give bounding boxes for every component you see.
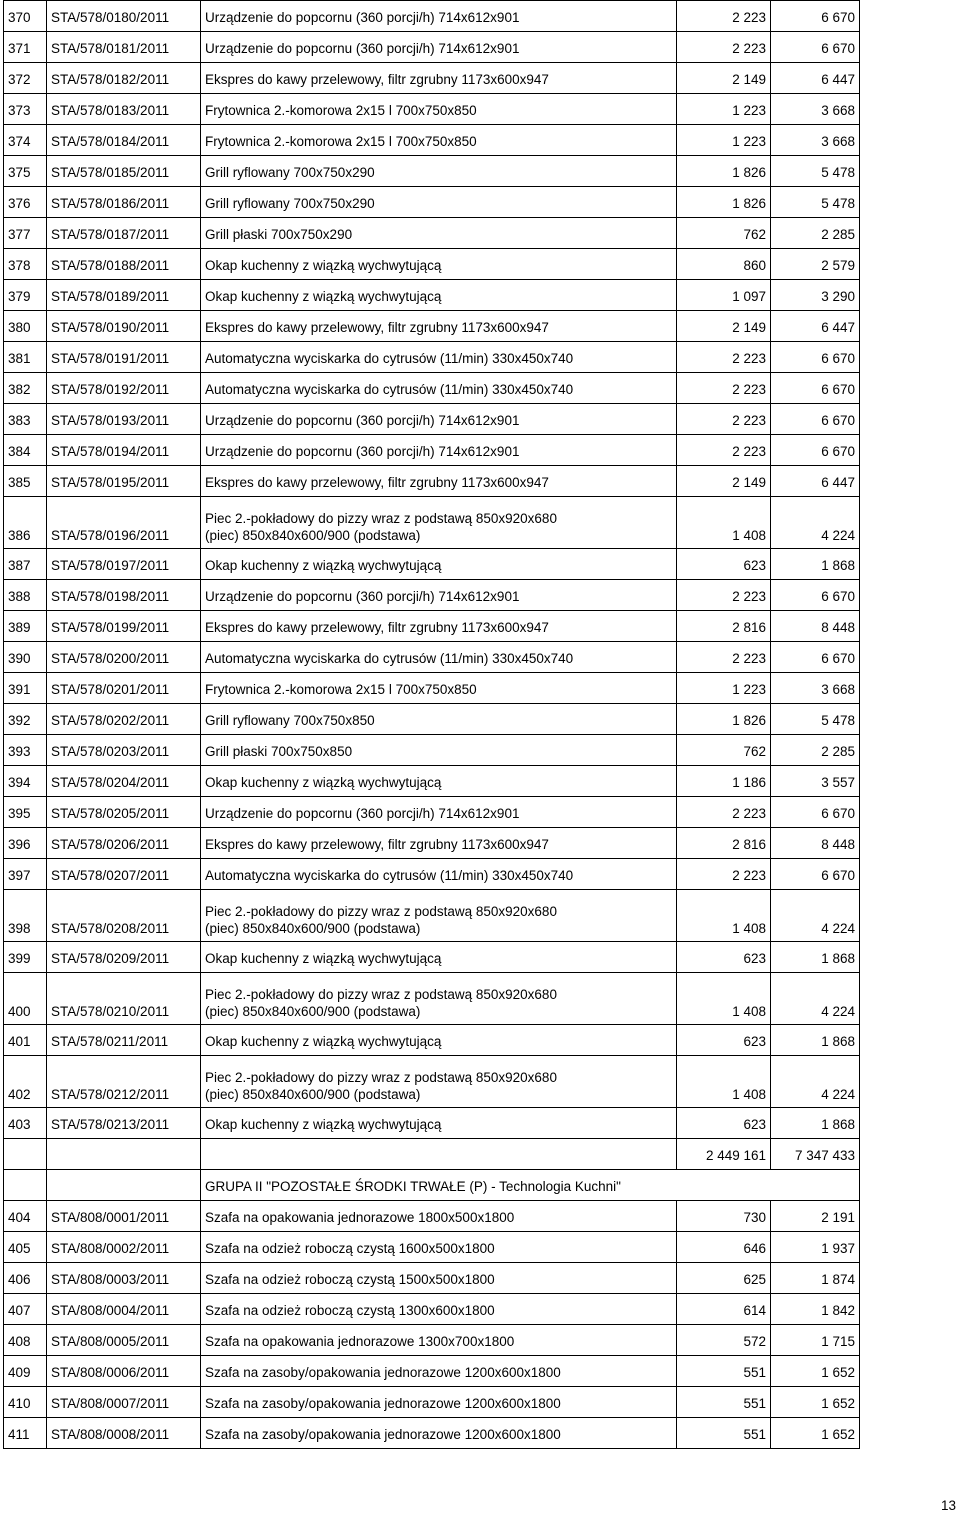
quantity-value: 2 149 bbox=[677, 63, 771, 94]
quantity-value: 2 223 bbox=[677, 32, 771, 63]
row-number: 406 bbox=[4, 1263, 47, 1294]
row-number: 371 bbox=[4, 32, 47, 63]
table-row bbox=[4, 611, 860, 642]
asset-name: Szafa na odzież roboczą czystą 1600x500x1800 bbox=[201, 1232, 677, 1263]
asset-name-line-2: (piec) 850x840x600/900 (podstawa) bbox=[205, 1087, 421, 1102]
quantity-value: 2 149 bbox=[677, 311, 771, 342]
asset-name: Okap kuchenny z wiązką wychwytującą bbox=[201, 1025, 677, 1056]
inventory-number: STA/578/0211/2011 bbox=[47, 1025, 201, 1056]
table-row bbox=[4, 942, 860, 973]
inventory-number: STA/578/0213/2011 bbox=[47, 1108, 201, 1139]
asset-name: Urządzenie do popcornu (360 porcji/h) 714x612x901 bbox=[201, 580, 677, 611]
quantity-value: 2 223 bbox=[677, 1, 771, 32]
inventory-number: STA/808/0004/2011 bbox=[47, 1294, 201, 1325]
total-value: 6 670 bbox=[771, 32, 860, 63]
inventory-number: STA/578/0185/2011 bbox=[47, 156, 201, 187]
quantity-value: 762 bbox=[677, 735, 771, 766]
inventory-number: STA/578/0207/2011 bbox=[47, 859, 201, 890]
asset-name: Okap kuchenny z wiązką wychwytującą bbox=[201, 249, 677, 280]
table-row bbox=[4, 890, 860, 942]
asset-name: Szafa na zasoby/opakowania jednorazowe 1200x600x1800 bbox=[201, 1418, 677, 1449]
total-value: 4 224 bbox=[771, 973, 860, 1025]
asset-name bbox=[201, 497, 677, 549]
asset-table bbox=[3, 0, 860, 1449]
asset-name: Okap kuchenny z wiązką wychwytującą bbox=[201, 766, 677, 797]
table-row bbox=[4, 797, 860, 828]
row-number: 409 bbox=[4, 1356, 47, 1387]
row-number: 400 bbox=[4, 973, 47, 1025]
total-value: 3 668 bbox=[771, 125, 860, 156]
row-number: 381 bbox=[4, 342, 47, 373]
total-value: 6 670 bbox=[771, 435, 860, 466]
table-row bbox=[4, 766, 860, 797]
asset-name: Urządzenie do popcornu (360 porcji/h) 714x612x901 bbox=[201, 435, 677, 466]
quantity-value: 646 bbox=[677, 1232, 771, 1263]
quantity-value: 625 bbox=[677, 1263, 771, 1294]
total-value: 1 652 bbox=[771, 1387, 860, 1418]
total-value: 5 478 bbox=[771, 187, 860, 218]
inventory-number: STA/808/0005/2011 bbox=[47, 1325, 201, 1356]
table-row bbox=[4, 1387, 860, 1418]
inventory-number: STA/578/0199/2011 bbox=[47, 611, 201, 642]
page-number: 13 bbox=[940, 1498, 956, 1513]
table-row bbox=[4, 187, 860, 218]
subtotal-quantity: 2 449 161 bbox=[677, 1139, 771, 1170]
inventory-number: STA/578/0202/2011 bbox=[47, 704, 201, 735]
inventory-number: STA/578/0182/2011 bbox=[47, 63, 201, 94]
row-number: 385 bbox=[4, 466, 47, 497]
asset-name: Grill ryflowany 700x750x850 bbox=[201, 704, 677, 735]
table-row bbox=[4, 156, 860, 187]
quantity-value: 623 bbox=[677, 1108, 771, 1139]
inventory-number: STA/578/0195/2011 bbox=[47, 466, 201, 497]
inventory-number: STA/578/0204/2011 bbox=[47, 766, 201, 797]
asset-name: Szafa na odzież roboczą czystą 1300x600x1800 bbox=[201, 1294, 677, 1325]
table-row bbox=[4, 280, 860, 311]
row-number: 410 bbox=[4, 1387, 47, 1418]
quantity-value: 1 408 bbox=[677, 1056, 771, 1108]
table-row bbox=[4, 1418, 860, 1449]
inventory-number: STA/578/0192/2011 bbox=[47, 373, 201, 404]
total-value: 2 285 bbox=[771, 735, 860, 766]
asset-name: Urządzenie do popcornu (360 porcji/h) 714x612x901 bbox=[201, 404, 677, 435]
table-row bbox=[4, 249, 860, 280]
inventory-number: STA/808/0001/2011 bbox=[47, 1201, 201, 1232]
asset-name: Urządzenie do popcornu (360 porcji/h) 714x612x901 bbox=[201, 1, 677, 32]
row-number: 391 bbox=[4, 673, 47, 704]
row-number: 389 bbox=[4, 611, 47, 642]
asset-name: Automatyczna wyciskarka do cytrusów (11/min) 330x450x740 bbox=[201, 373, 677, 404]
total-value: 1 652 bbox=[771, 1356, 860, 1387]
total-value: 1 652 bbox=[771, 1418, 860, 1449]
row-number: 408 bbox=[4, 1325, 47, 1356]
asset-name: Grill ryflowany 700x750x290 bbox=[201, 156, 677, 187]
table-row bbox=[4, 580, 860, 611]
total-value: 6 670 bbox=[771, 1, 860, 32]
total-value: 8 448 bbox=[771, 611, 860, 642]
total-value: 4 224 bbox=[771, 1056, 860, 1108]
quantity-value: 614 bbox=[677, 1294, 771, 1325]
empty-cell bbox=[201, 1139, 677, 1170]
asset-name: Szafa na opakowania jednorazowe 1300x700x1800 bbox=[201, 1325, 677, 1356]
table-row bbox=[4, 1294, 860, 1325]
inventory-number: STA/578/0188/2011 bbox=[47, 249, 201, 280]
quantity-value: 1 408 bbox=[677, 890, 771, 942]
total-value: 6 670 bbox=[771, 859, 860, 890]
quantity-value: 623 bbox=[677, 549, 771, 580]
quantity-value: 762 bbox=[677, 218, 771, 249]
row-number: 375 bbox=[4, 156, 47, 187]
total-value: 5 478 bbox=[771, 156, 860, 187]
asset-name: Okap kuchenny z wiązką wychwytującą bbox=[201, 942, 677, 973]
table-row bbox=[4, 342, 860, 373]
table-row bbox=[4, 642, 860, 673]
row-number: 390 bbox=[4, 642, 47, 673]
inventory-number: STA/578/0194/2011 bbox=[47, 435, 201, 466]
row-number: 380 bbox=[4, 311, 47, 342]
asset-name: Urządzenie do popcornu (360 porcji/h) 714x612x901 bbox=[201, 797, 677, 828]
total-value: 3 557 bbox=[771, 766, 860, 797]
quantity-value: 2 223 bbox=[677, 435, 771, 466]
table-row bbox=[4, 94, 860, 125]
asset-name: Okap kuchenny z wiązką wychwytującą bbox=[201, 280, 677, 311]
inventory-number: STA/578/0205/2011 bbox=[47, 797, 201, 828]
inventory-number: STA/578/0196/2011 bbox=[47, 497, 201, 549]
quantity-value: 551 bbox=[677, 1418, 771, 1449]
row-number: 404 bbox=[4, 1201, 47, 1232]
inventory-number: STA/578/0208/2011 bbox=[47, 890, 201, 942]
row-number: 377 bbox=[4, 218, 47, 249]
total-value: 1 842 bbox=[771, 1294, 860, 1325]
quantity-value: 1 223 bbox=[677, 673, 771, 704]
quantity-value: 623 bbox=[677, 942, 771, 973]
total-value: 3 668 bbox=[771, 673, 860, 704]
total-value: 2 191 bbox=[771, 1201, 860, 1232]
inventory-number: STA/578/0184/2011 bbox=[47, 125, 201, 156]
row-number: 373 bbox=[4, 94, 47, 125]
total-value: 6 670 bbox=[771, 580, 860, 611]
total-value: 6 447 bbox=[771, 63, 860, 94]
asset-name-line-1: Piec 2.-pokładowy do pizzy wraz z podstawą 850x920x680 bbox=[205, 511, 557, 526]
asset-table-body bbox=[4, 1, 860, 1449]
row-number: 374 bbox=[4, 125, 47, 156]
total-value: 4 224 bbox=[771, 890, 860, 942]
quantity-value: 1 826 bbox=[677, 704, 771, 735]
asset-name: Szafa na opakowania jednorazowe 1800x500x1800 bbox=[201, 1201, 677, 1232]
total-value: 1 937 bbox=[771, 1232, 860, 1263]
inventory-number: STA/578/0193/2011 bbox=[47, 404, 201, 435]
quantity-value: 2 223 bbox=[677, 797, 771, 828]
row-number: 399 bbox=[4, 942, 47, 973]
empty-cell bbox=[47, 1139, 201, 1170]
total-value: 3 668 bbox=[771, 94, 860, 125]
row-number: 401 bbox=[4, 1025, 47, 1056]
total-value: 6 670 bbox=[771, 342, 860, 373]
asset-name: Frytownica 2.-komorowa 2x15 l 700x750x850 bbox=[201, 94, 677, 125]
row-number: 370 bbox=[4, 1, 47, 32]
inventory-number: STA/578/0198/2011 bbox=[47, 580, 201, 611]
table-row bbox=[4, 1025, 860, 1056]
table-row bbox=[4, 549, 860, 580]
quantity-value: 730 bbox=[677, 1201, 771, 1232]
table-row bbox=[4, 1, 860, 32]
quantity-value: 1 408 bbox=[677, 973, 771, 1025]
quantity-value: 551 bbox=[677, 1356, 771, 1387]
table-row bbox=[4, 125, 860, 156]
asset-name: Szafa na zasoby/opakowania jednorazowe 1200x600x1800 bbox=[201, 1387, 677, 1418]
table-row bbox=[4, 1056, 860, 1108]
asset-name-line-1: Piec 2.-pokładowy do pizzy wraz z podstawą 850x920x680 bbox=[205, 987, 557, 1002]
inventory-number: STA/578/0181/2011 bbox=[47, 32, 201, 63]
table-row bbox=[4, 373, 860, 404]
table-row bbox=[4, 32, 860, 63]
row-number: 397 bbox=[4, 859, 47, 890]
empty-cell bbox=[4, 1170, 47, 1201]
asset-name bbox=[201, 973, 677, 1025]
total-value: 2 285 bbox=[771, 218, 860, 249]
inventory-number: STA/578/0183/2011 bbox=[47, 94, 201, 125]
table-row bbox=[4, 466, 860, 497]
row-number: 398 bbox=[4, 890, 47, 942]
inventory-number: STA/578/0201/2011 bbox=[47, 673, 201, 704]
quantity-value: 1 097 bbox=[677, 280, 771, 311]
asset-name: Ekspres do kawy przelewowy, filtr zgrubny 1173x600x947 bbox=[201, 828, 677, 859]
total-value: 3 290 bbox=[771, 280, 860, 311]
empty-cell bbox=[47, 1170, 201, 1201]
row-number: 376 bbox=[4, 187, 47, 218]
table-row bbox=[4, 859, 860, 890]
row-number: 402 bbox=[4, 1056, 47, 1108]
row-number: 393 bbox=[4, 735, 47, 766]
quantity-value: 1 408 bbox=[677, 497, 771, 549]
table-row bbox=[4, 63, 860, 94]
total-value: 2 579 bbox=[771, 249, 860, 280]
subtotal-value: 7 347 433 bbox=[771, 1139, 860, 1170]
asset-name: Grill płaski 700x750x290 bbox=[201, 218, 677, 249]
total-value: 6 447 bbox=[771, 311, 860, 342]
inventory-number: STA/578/0197/2011 bbox=[47, 549, 201, 580]
table-row bbox=[4, 1325, 860, 1356]
quantity-value: 2 223 bbox=[677, 580, 771, 611]
inventory-number: STA/578/0191/2011 bbox=[47, 342, 201, 373]
total-value: 8 448 bbox=[771, 828, 860, 859]
asset-name: Automatyczna wyciskarka do cytrusów (11/min) 330x450x740 bbox=[201, 342, 677, 373]
inventory-number: STA/808/0003/2011 bbox=[47, 1263, 201, 1294]
table-row bbox=[4, 828, 860, 859]
row-number: 387 bbox=[4, 549, 47, 580]
row-number: 394 bbox=[4, 766, 47, 797]
quantity-value: 2 223 bbox=[677, 642, 771, 673]
table-row bbox=[4, 1232, 860, 1263]
asset-name: Automatyczna wyciskarka do cytrusów (11/min) 330x450x740 bbox=[201, 859, 677, 890]
quantity-value: 2 223 bbox=[677, 404, 771, 435]
total-value: 6 670 bbox=[771, 797, 860, 828]
asset-name: Urządzenie do popcornu (360 porcji/h) 714x612x901 bbox=[201, 32, 677, 63]
table-row bbox=[4, 404, 860, 435]
row-number: 384 bbox=[4, 435, 47, 466]
quantity-value: 2 149 bbox=[677, 466, 771, 497]
asset-name-line-1: Piec 2.-pokładowy do pizzy wraz z podstawą 850x920x680 bbox=[205, 1070, 557, 1085]
row-number: 386 bbox=[4, 497, 47, 549]
asset-name: Automatyczna wyciskarka do cytrusów (11/min) 330x450x740 bbox=[201, 642, 677, 673]
table-row bbox=[4, 1263, 860, 1294]
row-number: 407 bbox=[4, 1294, 47, 1325]
total-value: 1 868 bbox=[771, 549, 860, 580]
subtotal-row bbox=[4, 1139, 860, 1170]
group-header-row bbox=[4, 1170, 860, 1201]
row-number: 372 bbox=[4, 63, 47, 94]
table-row bbox=[4, 497, 860, 549]
total-value: 1 874 bbox=[771, 1263, 860, 1294]
table-row bbox=[4, 735, 860, 766]
total-value: 1 868 bbox=[771, 942, 860, 973]
group-header: GRUPA II "POZOSTAŁE ŚRODKI TRWAŁE (P) - Technologia Kuchni" bbox=[201, 1170, 860, 1201]
table-row bbox=[4, 1356, 860, 1387]
inventory-number: STA/578/0203/2011 bbox=[47, 735, 201, 766]
row-number: 378 bbox=[4, 249, 47, 280]
asset-name-line-2: (piec) 850x840x600/900 (podstawa) bbox=[205, 1004, 421, 1019]
row-number: 392 bbox=[4, 704, 47, 735]
quantity-value: 623 bbox=[677, 1025, 771, 1056]
row-number: 396 bbox=[4, 828, 47, 859]
quantity-value: 551 bbox=[677, 1387, 771, 1418]
inventory-number: STA/578/0180/2011 bbox=[47, 1, 201, 32]
inventory-number: STA/578/0212/2011 bbox=[47, 1056, 201, 1108]
table-row bbox=[4, 218, 860, 249]
inventory-number: STA/808/0008/2011 bbox=[47, 1418, 201, 1449]
inventory-number: STA/578/0190/2011 bbox=[47, 311, 201, 342]
asset-name: Szafa na odzież roboczą czystą 1500x500x1800 bbox=[201, 1263, 677, 1294]
asset-name-line-2: (piec) 850x840x600/900 (podstawa) bbox=[205, 528, 421, 543]
total-value: 5 478 bbox=[771, 704, 860, 735]
asset-name: Ekspres do kawy przelewowy, filtr zgrubny 1173x600x947 bbox=[201, 611, 677, 642]
inventory-number: STA/578/0209/2011 bbox=[47, 942, 201, 973]
quantity-value: 2 816 bbox=[677, 828, 771, 859]
quantity-value: 2 223 bbox=[677, 373, 771, 404]
quantity-value: 1 826 bbox=[677, 156, 771, 187]
asset-name: Ekspres do kawy przelewowy, filtr zgrubny 1173x600x947 bbox=[201, 63, 677, 94]
quantity-value: 1 223 bbox=[677, 94, 771, 125]
asset-name: Grill płaski 700x750x850 bbox=[201, 735, 677, 766]
total-value: 1 868 bbox=[771, 1108, 860, 1139]
asset-name bbox=[201, 890, 677, 942]
total-value: 6 670 bbox=[771, 404, 860, 435]
table-row bbox=[4, 435, 860, 466]
asset-name-line-2: (piec) 850x840x600/900 (podstawa) bbox=[205, 921, 421, 936]
total-value: 6 670 bbox=[771, 373, 860, 404]
asset-name-line-1: Piec 2.-pokładowy do pizzy wraz z podstawą 850x920x680 bbox=[205, 904, 557, 919]
total-value: 6 670 bbox=[771, 642, 860, 673]
row-number: 382 bbox=[4, 373, 47, 404]
row-number: 379 bbox=[4, 280, 47, 311]
table-row bbox=[4, 704, 860, 735]
asset-name: Frytownica 2.-komorowa 2x15 l 700x750x850 bbox=[201, 125, 677, 156]
quantity-value: 572 bbox=[677, 1325, 771, 1356]
quantity-value: 2 223 bbox=[677, 342, 771, 373]
asset-name: Ekspres do kawy przelewowy, filtr zgrubny 1173x600x947 bbox=[201, 466, 677, 497]
row-number: 403 bbox=[4, 1108, 47, 1139]
quantity-value: 2 223 bbox=[677, 859, 771, 890]
asset-name: Okap kuchenny z wiązką wychwytującą bbox=[201, 549, 677, 580]
quantity-value: 860 bbox=[677, 249, 771, 280]
total-value: 1 715 bbox=[771, 1325, 860, 1356]
table-row bbox=[4, 1108, 860, 1139]
asset-name bbox=[201, 1056, 677, 1108]
inventory-number: STA/578/0186/2011 bbox=[47, 187, 201, 218]
row-number: 395 bbox=[4, 797, 47, 828]
inventory-number: STA/578/0210/2011 bbox=[47, 973, 201, 1025]
quantity-value: 1 223 bbox=[677, 125, 771, 156]
asset-name: Grill ryflowany 700x750x290 bbox=[201, 187, 677, 218]
row-number: 405 bbox=[4, 1232, 47, 1263]
table-row bbox=[4, 973, 860, 1025]
total-value: 6 447 bbox=[771, 466, 860, 497]
inventory-number: STA/578/0200/2011 bbox=[47, 642, 201, 673]
row-number: 383 bbox=[4, 404, 47, 435]
inventory-number: STA/578/0206/2011 bbox=[47, 828, 201, 859]
quantity-value: 1 186 bbox=[677, 766, 771, 797]
total-value: 1 868 bbox=[771, 1025, 860, 1056]
asset-name: Frytownica 2.-komorowa 2x15 l 700x750x850 bbox=[201, 673, 677, 704]
inventory-number: STA/808/0007/2011 bbox=[47, 1387, 201, 1418]
table-row bbox=[4, 311, 860, 342]
asset-name: Okap kuchenny z wiązką wychwytującą bbox=[201, 1108, 677, 1139]
table-row bbox=[4, 673, 860, 704]
row-number: 411 bbox=[4, 1418, 47, 1449]
asset-name: Szafa na zasoby/opakowania jednorazowe 1200x600x1800 bbox=[201, 1356, 677, 1387]
inventory-number: STA/578/0189/2011 bbox=[47, 280, 201, 311]
inventory-number: STA/808/0006/2011 bbox=[47, 1356, 201, 1387]
empty-cell bbox=[4, 1139, 47, 1170]
table-row bbox=[4, 1201, 860, 1232]
row-number: 388 bbox=[4, 580, 47, 611]
inventory-number: STA/808/0002/2011 bbox=[47, 1232, 201, 1263]
asset-name: Ekspres do kawy przelewowy, filtr zgrubny 1173x600x947 bbox=[201, 311, 677, 342]
quantity-value: 2 816 bbox=[677, 611, 771, 642]
total-value: 4 224 bbox=[771, 497, 860, 549]
inventory-number: STA/578/0187/2011 bbox=[47, 218, 201, 249]
quantity-value: 1 826 bbox=[677, 187, 771, 218]
